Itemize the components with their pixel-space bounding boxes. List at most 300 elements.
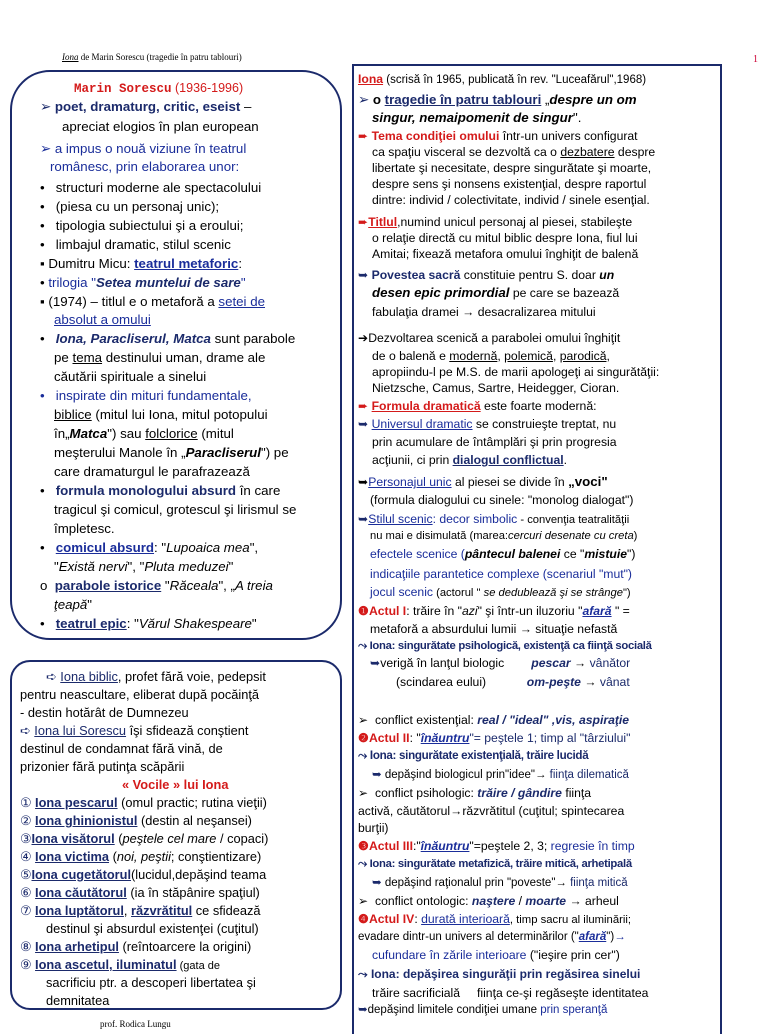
beyond-rational: depăşind raţionalul prin "poveste" [384, 877, 556, 889]
colon: : [238, 256, 243, 271]
matca-title: Matca [69, 426, 108, 441]
author-signature: prof. Rodica Lungu [100, 1019, 171, 1029]
header-title-italic: Iona [62, 52, 79, 62]
publication-info: (scrisă în 1965, publicată în rev. "Luceafărul",1968) [383, 74, 647, 86]
prey-text: vânat [599, 675, 630, 689]
formula-text: este foarte modernă: [480, 399, 597, 413]
title-metaphor-text: (1974) – titlul e o metaforă a [48, 294, 219, 309]
voice-7-number: ⑦ [20, 903, 32, 918]
bullet-parables: • Iona, Paracliserul, Matca sunt parabole [40, 331, 296, 346]
act-4-iona: ⤳ Iona: depăşirea singurăţii prin regăsirea sinelui [358, 967, 641, 981]
scenic-style: Stilul scenic [368, 512, 433, 526]
actor-text: (actorul " [433, 587, 484, 599]
title-line3: Amitai; fixează metafora omului înghiţit de balenă [372, 247, 639, 261]
modern-text: modernă [449, 349, 498, 363]
indications-line: indicaţiile parantetice complexe (scenariul "mut") [370, 567, 632, 581]
act-1-conflict: ➢ conflict existenţial: real / "ideal" ,vis, aspiraţie [358, 713, 630, 727]
comic-absurd: comicul absurd [55, 540, 155, 555]
raceala-title: Răceala [169, 578, 219, 593]
colon-2: : [414, 912, 422, 926]
act-4-title: Actul IV [368, 912, 415, 926]
q5: " [228, 559, 234, 574]
bullet-1974: ▪ (1974) – titlul e o metaforă a setei de [40, 294, 265, 309]
sacred-line3 [372, 304, 596, 320]
a-treia-title: A treia [234, 578, 273, 593]
in-text: în„ [54, 426, 70, 441]
digests-text: mistuie [584, 547, 627, 561]
sky-exit: ("ieşire prin cer") [526, 948, 620, 962]
inner-horizons: cufundare în zările interioare [372, 948, 527, 962]
development-line: ➔Dezvoltarea scenică a parabolei omului înghiţit [358, 331, 621, 345]
myths-text: inspirate din mituri fundamentale, [55, 388, 252, 403]
universe-text: se construieşte treptat, nu [472, 417, 617, 431]
lupoaica-title: Lupoaica mea [166, 540, 250, 555]
voice-4 [20, 848, 261, 865]
iona-title: Iona [358, 72, 384, 86]
development-text: Dezvoltarea scenică a parabolei omului înghiţit [368, 331, 621, 345]
q-close: ". [572, 110, 582, 125]
biblical-line3: - destin hotărât de Dumnezeu [20, 705, 189, 720]
desacralization-text: desacralizarea mitului [477, 305, 596, 319]
act-3-number: ❸ [358, 839, 369, 853]
thirst-text: setei de [218, 294, 265, 309]
comma-2: , [552, 349, 560, 363]
structures-text: structuri moderne ale spectacolului [55, 180, 262, 195]
formula-line: ➨ Formula dramatică este foarte modernă: [358, 399, 597, 413]
birth-text: naştere [471, 894, 516, 908]
sacred-story-line: ➥ Povestea sacră constituie pentru S. doar un [358, 268, 615, 282]
voice-8-number: ⑧ [20, 939, 32, 954]
mythic-being: fiinţa mitică [566, 877, 628, 889]
in-which: în care [236, 483, 281, 498]
whale-belly: pântecul balenei [464, 547, 561, 561]
arrow-icon: → [462, 305, 475, 319]
theme-line2 [372, 144, 655, 160]
based-text: pe care se bazează [509, 286, 620, 300]
lonely-man: singur, nemaipomenit de singur [372, 110, 573, 125]
development-line3: apropiindu-l pe M.S. de marii apologeţi ai singurătăţii: [372, 365, 660, 379]
universe-line: ➥ Universul dramatic se construieşte treptat, nu [358, 417, 617, 431]
voice-4-italic: noi, peştii [116, 849, 171, 864]
act-3-beyond: ➥ depăşind raţionalul prin "poveste"→ fiinţa mitică [372, 877, 628, 889]
bullet-epic: • teatrul epic: "Vărul Shakespeare" [40, 616, 257, 631]
voice-7-line2: destinul şi absurdul existenţei (cuţitul) [46, 921, 259, 936]
ego-split: (scindarea eului) [396, 675, 487, 689]
divides-text: al piesei se divide în [451, 475, 569, 489]
varul-title: Vărul Shakespeare [138, 616, 252, 631]
sea-text: nu mai e disimulată (marea: [370, 530, 509, 542]
act-1-iona: ⤳ Iona: singurătate psihologică, existenţă ca fiinţă socială [358, 640, 652, 652]
scenic-play: jocul scenic [370, 585, 433, 599]
voice-6 [20, 884, 260, 901]
voice-8-desc: (reîntoarcere la origini) [118, 939, 252, 954]
bullet-micu: ▪ Dumitru Micu: teatrul metaforic: [40, 256, 243, 271]
trilogy-text: trilogia " [48, 275, 96, 290]
author-heading [74, 80, 243, 98]
sacred-story: Povestea sacră [371, 268, 461, 282]
absurd-metaphor: metaforă a absurdului lumii [370, 622, 520, 636]
myths-biblical-detail: (mitul lui Iona, mitul potopului [91, 407, 268, 422]
q7: ", „ [218, 578, 235, 593]
action-text: acţiunii, ci prin [372, 453, 453, 467]
effects-line [370, 546, 635, 562]
voice-3-italic: peştele cel mare [122, 831, 217, 846]
vision-text-2: românesc, prin elaborarea unor: [50, 159, 240, 174]
development-line2 [372, 348, 610, 364]
sorescu-line3: prizonier fără putinţa scăpării [20, 759, 185, 774]
teapa-text: ţeapă [54, 597, 88, 612]
act-1-title: Actul I [368, 604, 407, 618]
biblical-iona: Iona biblic [60, 669, 118, 684]
living-thinking: trăire / gândire [477, 786, 562, 800]
act-1-line2 [370, 621, 617, 637]
parables-line2 [54, 349, 265, 366]
voice-2-desc: (destin al neşansei) [137, 813, 252, 828]
tragedy-line2 [372, 110, 581, 126]
q-close-4: ") [606, 931, 615, 943]
theme-text: tema [72, 350, 103, 365]
page-number: 1 [753, 54, 758, 65]
arrow-icon: → [584, 675, 597, 689]
monologue-line2: tragicul şi comicul, grotescul şi lirismul se [54, 502, 297, 517]
voice-9-line3: demnitatea [46, 993, 110, 1008]
voice-7 [20, 902, 261, 919]
character-line: ➥Personajul unic al piesei se divide în „voci" [358, 474, 608, 489]
act-2-active [358, 803, 624, 819]
manole-text: meşterului Manole în „ [54, 445, 186, 460]
arrow-icon: → [569, 894, 582, 908]
q10: " [251, 616, 257, 631]
act-1-split [396, 674, 630, 690]
inside-text-2: înăuntru [420, 839, 470, 853]
theme-line4: despre sens şi nonsens existenţial, despre raportul [372, 177, 647, 191]
voice-2 [20, 812, 252, 829]
identity-being: fiinţa ce-şi regăseşte identitatea [476, 986, 649, 1000]
voice-1-desc: (omul practic; rutina vieţii) [117, 795, 267, 810]
bullet-language: • limbajul dramatic, stilul scenic [40, 237, 231, 252]
voice-6-name: Iona căutătorul [35, 885, 127, 900]
arrow-icon: → [614, 931, 626, 943]
historic-line2 [54, 596, 92, 613]
act-4-line [358, 911, 631, 928]
voice-4-open: ( [109, 849, 117, 864]
act-2-beyond: ➥ depăşind biologicul prin"idee"→ fiinţa dilematică [372, 769, 629, 781]
arrow-icon: → [574, 656, 587, 670]
micu-text: Dumitru Micu: [48, 256, 135, 271]
effects-text: efectele scenice ( [370, 547, 465, 561]
sacred-line2 [372, 285, 619, 301]
hunter-text: vânător [589, 656, 631, 670]
parables-titles: Iona, Paracliserul, Matca [55, 331, 211, 346]
act-2-iona-text: Iona: singurătate existenţială, trăire lucidă [369, 749, 589, 762]
doubles-text: se dedublează şi se strânge [483, 587, 623, 599]
epic-theatre: teatrul epic [55, 616, 127, 631]
pluta-title: Pluta meduzei [144, 559, 229, 574]
voice-2-name: Iona ghinionistul [35, 813, 138, 828]
exista-nervi-title: Există nervi [58, 559, 128, 574]
title-line2: o relaţie directă cu mitul biblic despre Iona, fiul lui [372, 231, 638, 245]
fatal-situation: situaţie nefastă [531, 622, 618, 636]
sacrificial-living: trăire sacrificială [372, 986, 461, 1000]
parables-text: sunt parabole [210, 331, 296, 346]
comma-1: , [497, 349, 505, 363]
voice-9-name: Iona ascetul, iluminatul [35, 957, 177, 972]
bullet-poet: ➢ poet, dramaturg, critic, eseist – [40, 99, 252, 114]
act-3-iona: ⤳ Iona: singurătate metafizică, trăire mitică, arhetipală [358, 858, 632, 870]
act-4-iona-text: depăşirea singurăţii prin regăsirea sinelui [402, 967, 641, 981]
q2: ", [249, 540, 259, 555]
on-text: pe [54, 350, 73, 365]
outside-text: afară [582, 604, 612, 618]
language-text: limbajul dramatic, stilul scenic [55, 237, 231, 252]
about-man: despre un om [549, 92, 637, 107]
theme-title: Tema condiţiei omului [371, 129, 500, 143]
biological-chain: verigă în lanţul biologic [380, 656, 505, 670]
act-2-conflict: ➢ conflict psihologic: trăire / gândire fiinţa [358, 786, 592, 800]
q-close-2: ") [627, 547, 636, 561]
voice-4-name: Iona victima [35, 849, 110, 864]
voice-9-line2: sacrificiu ptr. a descoperi libertatea şi [46, 975, 256, 990]
bullet-single-character: • (piesa cu un personaj unic); [40, 199, 220, 214]
voice-1-name: Iona pescarul [35, 795, 118, 810]
theme-line3: libertate şi necesitate, despre singurătate şi moarte, [372, 161, 652, 175]
bullet-comic: • comicul absurd: "Lupoaica mea", [40, 540, 259, 555]
title-line: ➨Titlul,numind unicul personaj al piesei, stabileşte [358, 215, 633, 229]
parables-line3: căutării spirituale a sinelui [54, 369, 207, 384]
voices-heading: « Vocile » lui Iona [122, 777, 229, 792]
act-3-line [358, 838, 635, 854]
sorescu-iona-text: îşi sfidează conştient [126, 723, 249, 738]
act-4-sacrifice [372, 985, 648, 1001]
voice-3-open: ( [114, 831, 123, 846]
act-2-belly: burţii) [358, 821, 389, 835]
or-text: ") sau [107, 426, 146, 441]
universe-title: Universul dramatic [371, 417, 473, 431]
beyond-biological: depăşind biologicul prin"idee" [384, 769, 535, 781]
voice-7-name: Iona luptătorul [35, 903, 124, 918]
act-4-number: ❹ [358, 912, 369, 926]
voice-5-desc: (lucidul,depăşind teama [131, 867, 267, 882]
about-text: despre [614, 145, 656, 159]
q6: " [161, 578, 170, 593]
universe-line2: prin acumulare de întâmplări şi prin progresia [372, 435, 617, 449]
formula-title: Formula dramatică [371, 399, 481, 413]
voice-7-rebel: răzvrătitul [131, 903, 193, 918]
voice-6-number: ⑥ [20, 885, 32, 900]
voice-9-number: ⑨ [20, 957, 32, 972]
inside-text: înăuntru [420, 731, 470, 745]
sorescu-iona-line: ➪ Iona lui Sorescu îşi sfidează conştient [20, 723, 249, 738]
voice-5 [20, 866, 266, 883]
myths-line3 [54, 425, 234, 442]
voice-8-name: Iona arhetipul [35, 939, 119, 954]
voices-text: „voci" [568, 474, 608, 489]
sacred-time: , timp sacru al iluminării; [509, 914, 632, 926]
biblical-line2: pentru neascultare, eliberat după pocăinţă [20, 687, 260, 702]
bullet-myths: • inspirate din mituri fundamentale, [40, 388, 252, 403]
author-name: Marin Sorescu [74, 82, 172, 96]
historic-parables: parabole istorice [54, 578, 162, 593]
style-line: ➥Stilul scenic: decor simbolic - convenţia teatralităţii [358, 512, 630, 526]
whale-text: de o balenă e [372, 349, 450, 363]
bullet-monologue: • formula monologului absurd în care [40, 483, 281, 498]
paren-close: ) [633, 530, 638, 542]
psychological-conflict: conflict psihologic: [374, 786, 478, 800]
beyond-limits: depăşind limitele condiţiei umane [367, 1004, 541, 1016]
death-text: moarte [525, 894, 567, 908]
act-1-line [358, 603, 630, 619]
q-open-3: :" [412, 839, 421, 853]
voice-3 [20, 830, 268, 847]
real-ideal: real / "ideal" ,vis, aspiraţie [477, 713, 630, 727]
symbolic-decor: : decor simbolic [432, 512, 518, 526]
period: . [563, 453, 568, 467]
voice-3-close: / copaci) [216, 831, 269, 846]
bullet-typology: • tipologia subiectului şi a eroului; [40, 218, 244, 233]
azi-text: azi [462, 604, 478, 618]
voice-7-comma: , [123, 903, 132, 918]
q1: : " [154, 540, 167, 555]
bullet-historic: o parabole istorice "Răceala", „A treia [40, 578, 273, 593]
epic-drawing: desen epic primordial [372, 285, 510, 300]
poet-roles: poet, dramaturg, critic, eseist [54, 99, 241, 114]
voice-4-number: ④ [20, 849, 32, 864]
myths-line5: care dramaturgul le parafrazează [54, 464, 250, 479]
act-2-iona: ⤳ Iona: singurătate existenţială, trăire lucidă [358, 749, 589, 762]
voice-3-name: Iona visătorul [31, 831, 115, 846]
comma-3: , [606, 349, 610, 363]
polemic-text: polemică [504, 349, 553, 363]
monologue-formula: formula monologului absurd [55, 483, 236, 498]
q-open: „ [541, 92, 550, 107]
typology-text: tipologia subiectului şi a eroului; [55, 218, 244, 233]
act-3-title: Actul III [368, 839, 413, 853]
regression-text: regresie în timp [550, 839, 635, 853]
archeus-text: arheul [581, 894, 619, 908]
equals-text: " = [611, 604, 630, 618]
slash: / [515, 894, 526, 908]
q9: : " [126, 616, 139, 631]
voice-6-desc: (ia în stăpânire spaţiul) [126, 885, 260, 900]
voice-5-name: Iona cugetătorul [31, 867, 132, 882]
inner-duration: durată interioară [421, 912, 510, 926]
bullet-structures: • structuri moderne ale spectacolului [40, 180, 262, 195]
absolute-text: absolut a omului [54, 312, 151, 327]
voice-9 [20, 956, 220, 975]
myth-text: (mitul [197, 426, 234, 441]
arrow-icon: → [450, 804, 463, 818]
character-line2: (formula dialogului cu sinele: "monolog dialogat") [370, 493, 634, 507]
voice-1 [20, 794, 267, 811]
dilemmatic-being: fiinţa dilematică [546, 769, 629, 781]
appreciation-text: apreciat elogios în plan european [62, 119, 259, 134]
voice-4-close: ; conştientizare) [170, 849, 262, 864]
tragedy-type: tragedie în patru tablouri [384, 92, 542, 107]
act-3-iona-text: Iona: singurătate metafizică, trăire mitică, arhetipală [369, 858, 632, 870]
arrow-icon: → [519, 622, 532, 636]
trilogy-title: Setea muntelui de sare [95, 275, 241, 290]
parodic-text: parodică [559, 349, 607, 363]
debate-text: dezbatere [560, 145, 615, 159]
act-2-line [358, 730, 630, 746]
act-1-text: : trăire în " [406, 604, 462, 618]
monologue-line3: împletesc. [54, 521, 115, 536]
act-2-number: ❷ [358, 731, 369, 745]
outside-text-2: afară [578, 931, 607, 943]
myths-line2 [54, 406, 268, 423]
fisherman-text: pescar [531, 656, 571, 670]
theme-line5: dintre: individ / colectivitate, individ / sinele esenţial. [372, 193, 650, 207]
voice-7-desc: ce sfidează [192, 903, 261, 918]
act-2-title: Actul II [368, 731, 410, 745]
document-header [62, 52, 242, 62]
bullet-vision: ➢ a impus o nouă viziune în teatrul [40, 141, 247, 156]
play-line [370, 584, 631, 601]
evasion-text: evadare dintr-un univers al determinărilor (" [358, 931, 579, 943]
on-text-2: ") pe [260, 445, 289, 460]
header-title-rest: de Marin Sorescu (tragedie în patru tablouri) [78, 52, 242, 62]
through-hope: prin speranţă [540, 1004, 608, 1016]
voice-5-number: ⑤ [20, 867, 32, 882]
existential-conflict: conflict existenţial: [374, 713, 478, 727]
un-text: un [599, 268, 615, 282]
universe-line3 [372, 452, 567, 468]
act-1-chain: ➥verigă în lanţul biologic pescar → vânător [370, 656, 631, 670]
theme-text-1: într-un univers configurat [499, 129, 638, 143]
act-4-limits: ➥depăşind limitele condiţiei umane prin speranţă [358, 1004, 608, 1016]
arrow-icon: → [555, 877, 567, 889]
author-years: (1936-1996) [175, 81, 244, 95]
biblical-iona-line: ➪ Iona biblic, profet fără voie, pedepsit [46, 669, 266, 684]
voice-2-number: ② [20, 813, 32, 828]
vision-text: a impus o nouă viziune în teatrul [54, 141, 247, 156]
illusory-text: " şi într-un iluzoriu " [477, 604, 583, 618]
ontological-conflict: conflict ontologic: [374, 894, 472, 908]
metaphoric-theatre: teatrul metaforic [134, 256, 239, 271]
unique-character: Personajul unic [368, 475, 452, 489]
myths-line4 [54, 444, 289, 461]
destiny-text: destinului uman, drame ale [102, 350, 266, 365]
ce-text: ce " [560, 547, 585, 561]
sacred-text-1: constituie pentru S. doar [460, 268, 600, 282]
voice-1-number: ① [20, 795, 32, 810]
q8: " [87, 597, 93, 612]
rebel-knife: răzvrătitul (cuţitul; spintecarea [462, 804, 625, 818]
paracliserul-title: Paracliserul [185, 445, 261, 460]
iona-intro [358, 71, 646, 88]
theme-text-2: ca spaţiu visceral se dezvoltă ca o [372, 145, 561, 159]
folkloric-text: folclorice [145, 426, 198, 441]
biblical-text: biblice [54, 407, 92, 422]
title-label: Titlul [368, 215, 398, 229]
being-text: fiinţa [561, 786, 592, 800]
biblical-iona-text: , profet fără voie, pedepsit [117, 669, 266, 684]
development-line4: Nietzsche, Camus, Sartre, Heidegger, Cioran. [372, 381, 620, 395]
act-1-number: ❶ [358, 604, 369, 618]
sorescu-iona: Iona lui Sorescu [34, 723, 127, 738]
man-fish: om-peşte [526, 675, 581, 689]
iona-label: Iona: [370, 967, 403, 981]
comic-line2 [54, 558, 233, 575]
act-4-immersion [372, 947, 620, 963]
voice-3-number: ③ [20, 831, 32, 846]
theme-line: ➨ Tema condiţiei omului într-un univers configurat [358, 129, 638, 143]
voice-9-desc: (gata de [176, 960, 220, 972]
single-character-text: (piesa cu un personaj unic); [55, 199, 220, 214]
tragedy-line: ➢ o tragedie în patru tablouri „despre un om [358, 92, 637, 107]
q-close-3: ") [622, 587, 631, 599]
q3: " [54, 559, 59, 574]
